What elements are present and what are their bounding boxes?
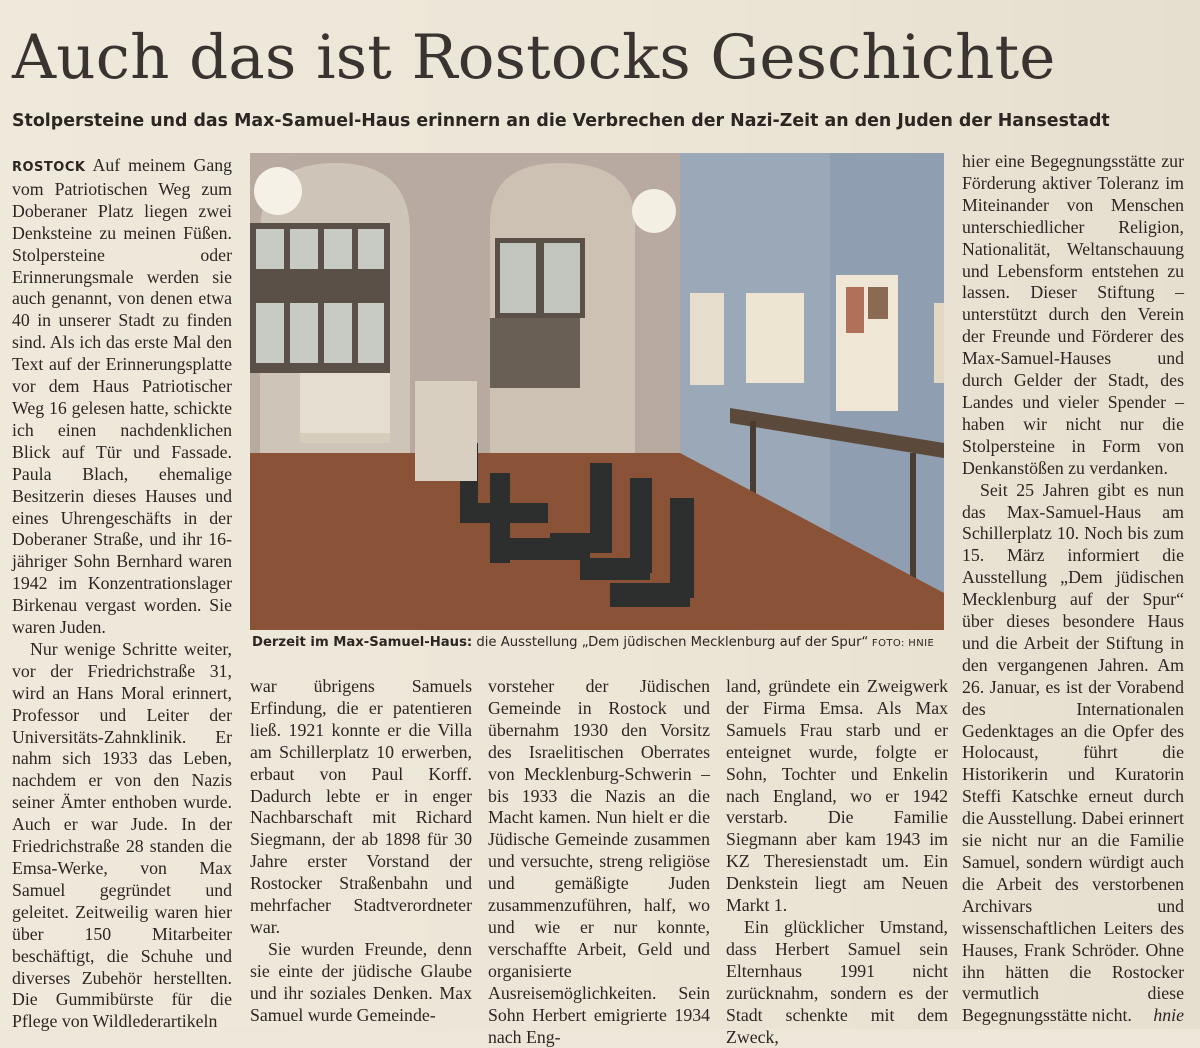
- subheadline: Stolpersteine und das Max-Samuel-Haus erinnern an die Verbrechen der Nazi-Zeit an den Juden der Hansestadt: [12, 111, 1110, 131]
- caption-text: die Ausstellung „Dem jüdischen Mecklenburg auf der Spur“: [472, 635, 869, 650]
- paragraph: [962, 480, 1184, 1028]
- column-2: [250, 676, 472, 1027]
- paragraph: vorsteher der Jüdischen Gemeinde in Rostock und übernahm 1930 den Vorsitz des Israelitischen Oberrates von Mecklenburg-Schwerin – bis 1933 die Nazis an die Macht kamen. Nun hielt er die Jüdische Gemeinde zusammen und versuchte, streng religiöse und gemäßigte Juden zusammenzuführen, half, wo und wie er nur konnte, verschaffte Arbeit, Geld und organisierte Ausreisemöglichkeiten. Sein Sohn Herbert emigrierte 1934 nach Eng-: [488, 676, 710, 1047]
- column-1: [12, 155, 232, 1033]
- dateline: ROSTOCK: [12, 160, 86, 175]
- paragraph-text: Seit 25 Jahren gibt es nun das Max-Samuel-Haus am Schillerplatz 10. Noch bis zum 15. März informiert die Ausstellung „Dem jüdischen Mecklenburg auf der Spur“ über dieses besondere Haus und die Arbeit der Stiftung in den vergangenen Jahren. Am 26. Januar, es ist der Vorabend des Internationalen Gedenktages an die Opfer des Holocaust, führt die Historikerin und Kuratorin Steffi Katschke erneut durch die Ausstellung. Dabei erinnert sie nicht nur an die Familie Samuel, sondern würdigt auch die Arbeit des verstorbenen Archivars und wissenschaftlichen Leiters des Hauses, Frank Schröder. Ohne ihn hätten die Rostocker vermutlich diese Begegnungsstätte nicht.: [962, 479, 1184, 1026]
- author-signature: hnie: [1153, 1005, 1184, 1026]
- paragraph: Nur wenige Schritte weiter, vor der Friedrichstraße 31, wird an Hans Moral erinnert, Professor und Leiter der Universitäts-Zahnklinik. Er nahm sich 1933 das Leben, nachdem er von den Nazis seiner Ämter enthoben wurde. Auch er war Jude. In der Friedrichstraße 28 standen die Emsa-Werke, von Max Samuel gegründet und geleitet. Zeitweilig waren hier über 150 Mitarbeiter beschäftigt, die Schuhe und diverses Zubehör herstellten. Die Gummibürste für die Pflege von Wildlederartikeln: [12, 638, 232, 1032]
- headline: Auch das ist Rostocks Geschichte: [12, 22, 1056, 93]
- paragraph: war übrigens Samuels Erfindung, die er patentieren ließ. 1921 konnte er die Villa am Schillerplatz 10 erwerben, erbaut von Paul Korff. Dadurch lebte er in enger Nachbarschaft mit Richard Siegmann, der ab 1898 für 30 Jahre erster Vorstand der Rostocker Straßenbahn und mehrfacher Stadtverordneter war.: [250, 676, 472, 937]
- paragraph-text: Auf meinem Gang vom Patriotischen Weg zum Doberaner Platz liegen zwei Denksteine zu meinen Füßen. Stolpersteine oder Erinnerungsmale werden sie auch genannt, von denen etwa 40 in unserer Stadt zu finden sind. Als ich das erste Mal den Text auf der Erinnerungsplatte vor dem Haus Patriotischer Weg 16 gelesen hatte, schickte ich einen nachdenklichen Blick auf Tür und Fassade. Paula Blach, ehemalige Besitzerin dieses Hauses und eines Uhrengeschäfts in der Doberaner Straße, und ihr 16-jähriger Sohn Bernhard waren 1942 im Konzentrationslager Birkenau vergast worden. Sie waren Juden.: [12, 155, 232, 638]
- paragraph: hier eine Begegnungsstätte zur Förderung aktiver Toleranz im Miteinander von Menschen unterschiedlicher Religion, Nationalität, Weltanschauung und Lebensform entstehen zu lassen. Dieser Stiftung – unterstützt durch den Verein der Freunde und Förderer des Max-Samuel-Hauses und durch Gelder der Stadt, des Landes und vieler Spender – haben wir nicht nur die Stolpersteine in Form von Denkanstößen zu verdanken.: [962, 151, 1184, 478]
- paragraph: [12, 155, 232, 639]
- column-4: [726, 676, 948, 1048]
- paragraph: Sie wurden Freunde, denn sie einte der jüdische Glaube und ihr soziales Denken. Max Samuel wurde Gemeinde-: [250, 938, 472, 1025]
- column-5: [962, 151, 1184, 1027]
- exhibition-photo: [250, 153, 944, 630]
- paragraph: Ein glücklicher Umstand, dass Herbert Samuel sein Elternhaus 1991 nicht zurücknahm, sondern es der Stadt schenkte mit dem Zweck,: [726, 916, 948, 1047]
- photo-caption: [252, 632, 946, 658]
- caption-lead: Derzeit im Max-Samuel-Haus:: [252, 635, 473, 650]
- column-3: [488, 676, 710, 1048]
- photo-credit: FOTO: HNIE: [868, 638, 935, 649]
- paragraph: land, gründete ein Zweigwerk der Firma Emsa. Als Max Samuels Frau starb und er enteignet wurde, folgte er Sohn, Tochter und Enkelin nach England, wo er 1942 verstarb. Die Familie Siegmann aber kam 1943 im KZ Theresienstadt um. Ein Denkstein liegt am Neuen Markt 1.: [726, 676, 948, 916]
